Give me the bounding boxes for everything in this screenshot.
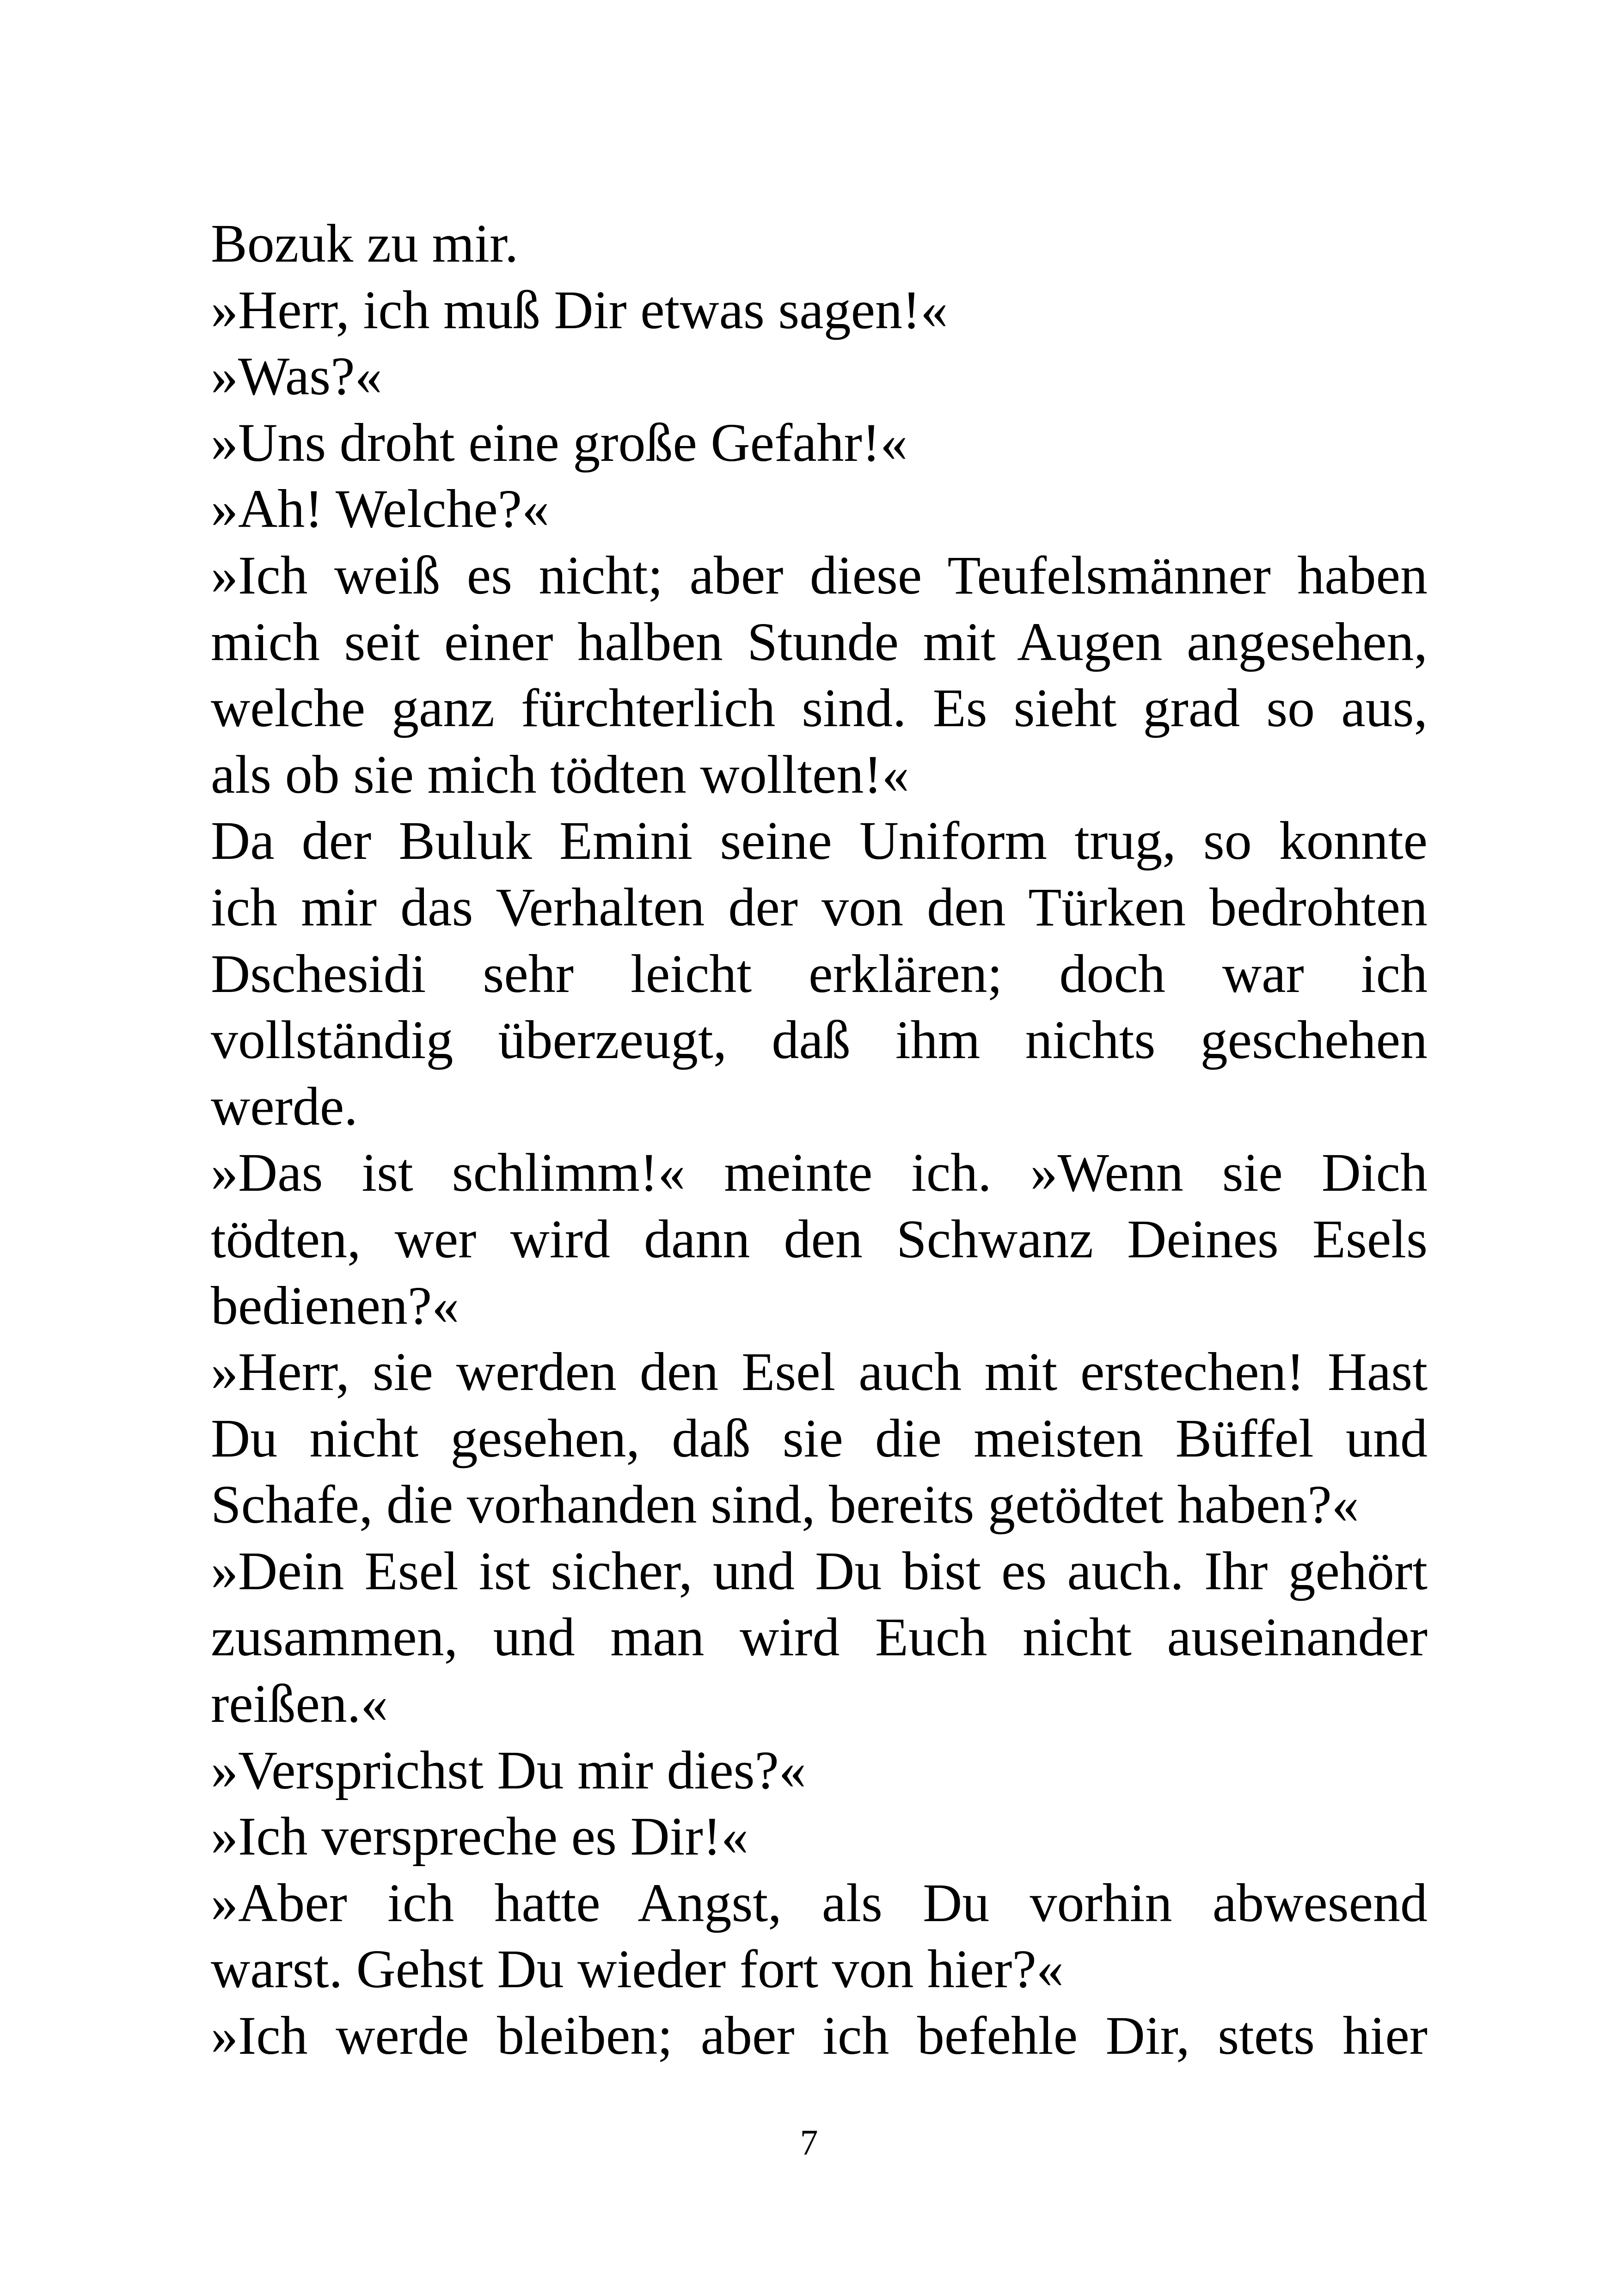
- text-line: »Das ist schlimm!« meinte ich. »Wenn sie Dich: [211, 1142, 1428, 1203]
- text-line: Bozuk zu mir.: [211, 213, 519, 274]
- page-number: 7: [800, 2122, 818, 2162]
- text-line: Dschesidi sehr leicht erklären; doch war ich: [211, 943, 1428, 1004]
- text-line: tödten, wer wird dann den Schwanz Deines Esels: [211, 1208, 1428, 1269]
- text-line: bedienen?«: [211, 1275, 460, 1336]
- text-line: »Herr, sie werden den Esel auch mit erstechen! Hast: [211, 1341, 1428, 1402]
- text-line: »Ich werde bleiben; aber ich befehle Dir, stets hier: [211, 2005, 1428, 2066]
- text-line: »Versprichst Du mir dies?«: [211, 1739, 806, 1800]
- text-line: »Ah! Welche?«: [211, 478, 550, 539]
- text-line: welche ganz fürchterlich sind. Es sieht grad so aus,: [211, 678, 1428, 739]
- text-line: Schafe, die vorhanden sind, bereits getödtet haben?«: [211, 1474, 1359, 1535]
- text-line: zusammen, und man wird Euch nicht auseinander: [211, 1607, 1428, 1668]
- text-line: ich mir das Verhalten der von den Türken bedrohten: [211, 876, 1428, 937]
- text-line: mich seit einer halben Stunde mit Augen angesehen,: [211, 611, 1428, 672]
- text-line: »Was?«: [211, 346, 382, 407]
- text-line: »Aber ich hatte Angst, als Du vorhin abwesend: [211, 1872, 1428, 1933]
- text-line: als ob sie mich tödten wollten!«: [211, 744, 909, 805]
- text-line: »Dein Esel ist sicher, und Du bist es auch. Ihr gehört: [211, 1540, 1428, 1601]
- text-line: werde.: [211, 1076, 358, 1137]
- text-line: Du nicht gesehen, daß sie die meisten Büffel und: [211, 1408, 1428, 1469]
- text-line: Da der Buluk Emini seine Uniform trug, so konnte: [211, 810, 1428, 871]
- text-line: vollständig überzeugt, daß ihm nichts geschehen: [211, 1010, 1428, 1071]
- text-line: »Uns droht eine große Gefahr!«: [211, 412, 908, 473]
- text-line: »Ich weiß es nicht; aber diese Teufelsmänner haben: [211, 545, 1428, 606]
- body-text: [211, 210, 1428, 2069]
- text-line: »Herr, ich muß Dir etwas sagen!«: [211, 279, 948, 340]
- text-line: reißen.«: [211, 1673, 388, 1734]
- text-line: warst. Gehst Du wieder fort von hier?«: [211, 1939, 1064, 2000]
- text-line: »Ich verspreche es Dir!«: [211, 1806, 749, 1867]
